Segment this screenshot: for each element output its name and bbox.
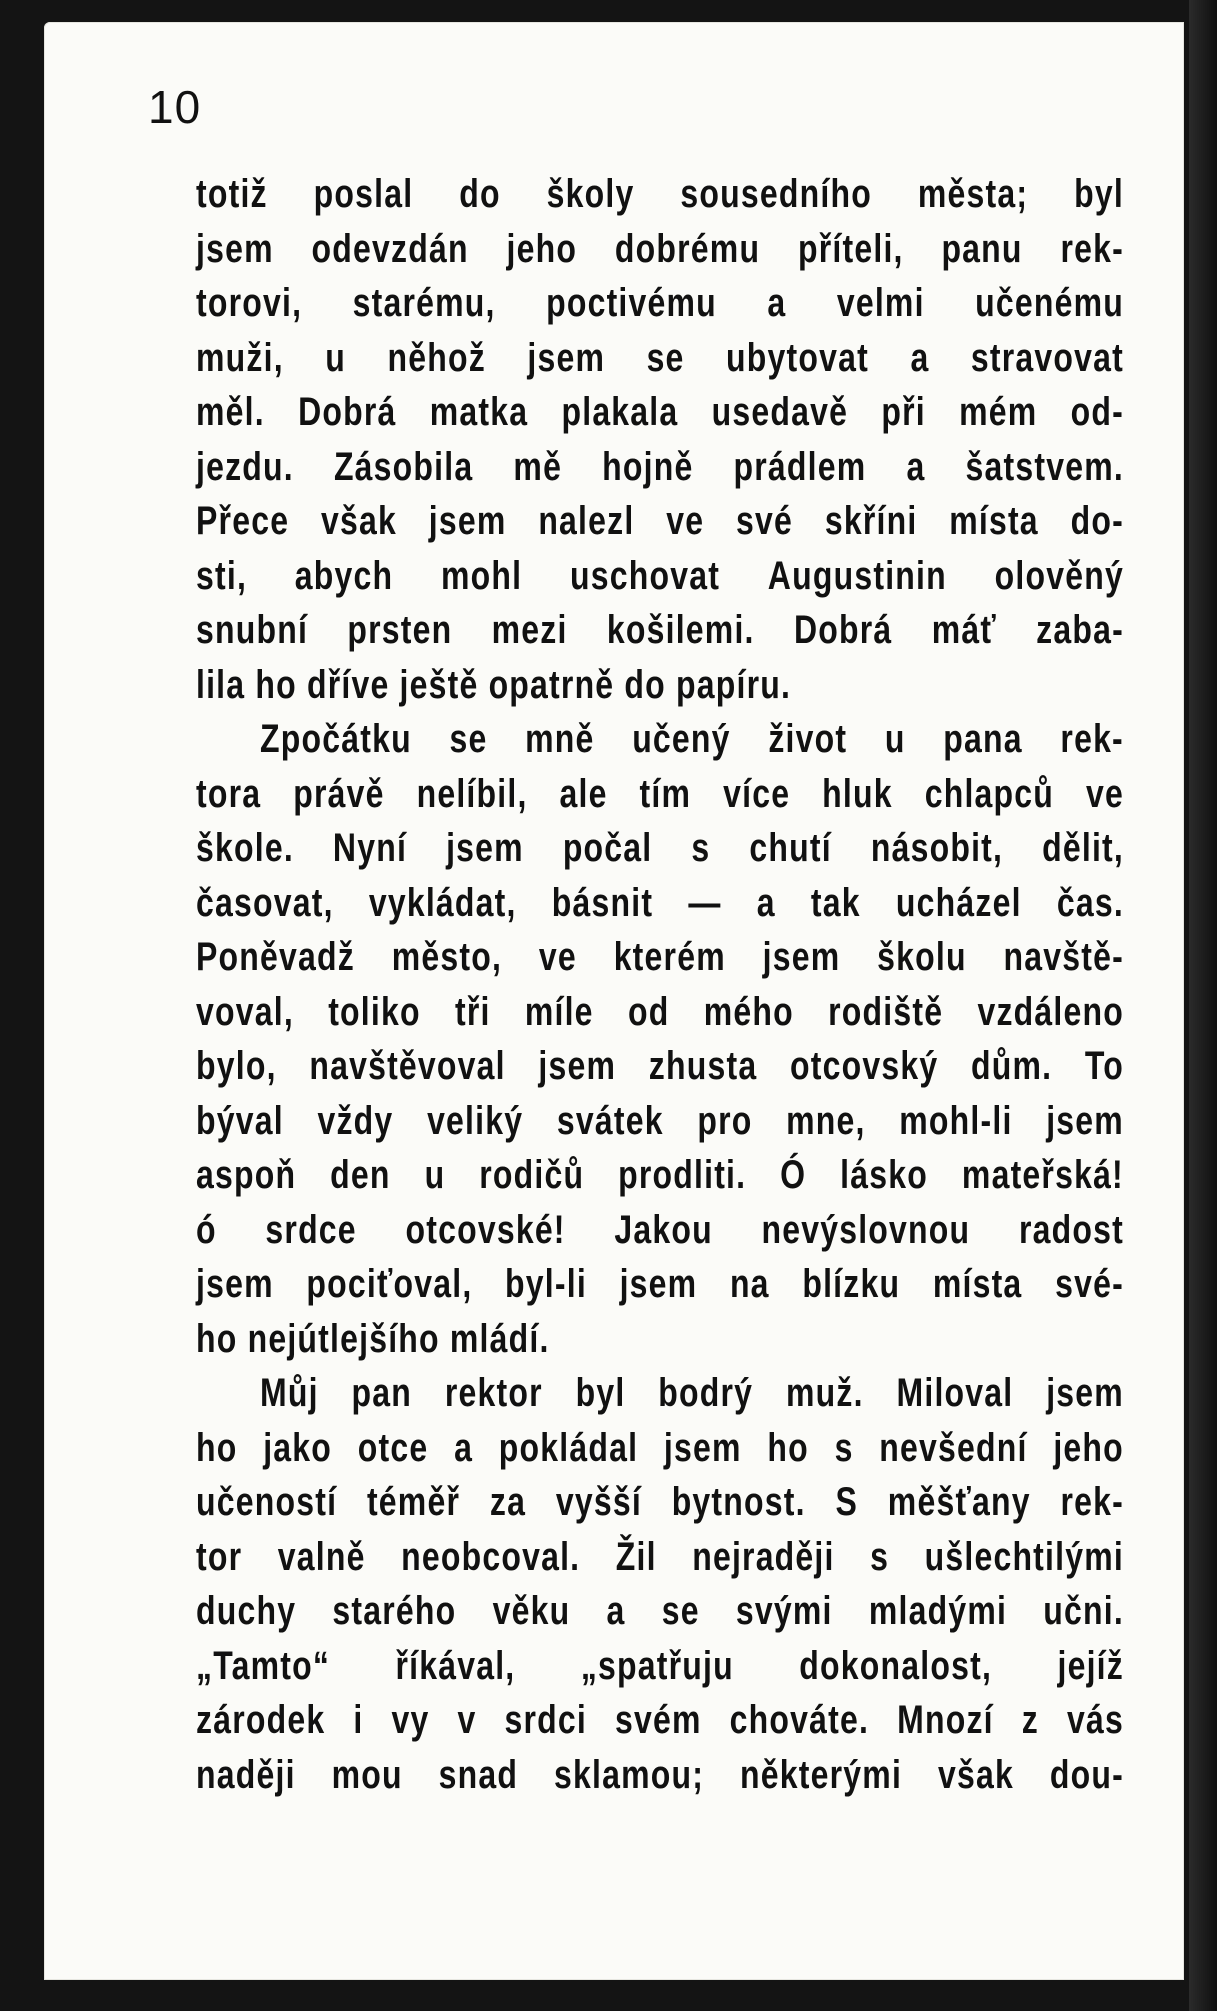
text-line: učeností téměř za vyšší bytnost. S měšťany rek- [196, 1480, 1124, 1524]
text-line: jezdu. Zásobila mě hojně prádlem a šatstvem. [196, 444, 1124, 489]
text-line: Poněvadž město, ve kterém jsem školu navště- [196, 935, 1124, 979]
text-line: torovi, starému, poctivému a velmi učenému [196, 281, 1124, 325]
text-line: totiž poslal do školy sousedního města; byl [196, 172, 1124, 216]
text-line: bylo, navštěvoval jsem zhusta otcovský dům. To [196, 1044, 1124, 1088]
text-line: škole. Nyní jsem počal s chutí násobit, dělit, [196, 826, 1124, 870]
body-text [196, 172, 1124, 1807]
text-line: jsem pociťoval, byl-li jsem na blízku místa své- [196, 1262, 1124, 1306]
text-line: časovat, vykládat, básnit — a tak ucházel čas. [196, 880, 1124, 925]
text-line: tor valně neobcoval. Žil nejraději s ušlechtilými [196, 1534, 1124, 1579]
text-line: jsem odevzdán jeho dobrému příteli, panu rek- [196, 226, 1124, 271]
text-line: sti, abych mohl uschovat Augustinin olověný [196, 553, 1124, 598]
text-line: Přece však jsem nalezl ve své skříni místa do- [196, 499, 1124, 543]
text-line: lila ho dříve ještě opatrně do papíru. [196, 662, 792, 707]
text-line: „Tamto“ říkával, „spatřuju dokonalost, jejíž [196, 1643, 1124, 1688]
page-number: 10 [148, 81, 202, 133]
text-line: ó srdce otcovské! Jakou nevýslovnou radost [196, 1207, 1124, 1252]
text-line: naději mou snad sklamou; některými však dou- [196, 1752, 1124, 1797]
text-line: tora právě nelíbil, ale tím více hluk chlapců ve [196, 771, 1124, 816]
text-line: aspoň den u rodičů prodliti. Ó lásko mateřská! [196, 1153, 1124, 1197]
page-edge-shadow [1189, 0, 1217, 2011]
text-line: ho jako otce a pokládal jsem ho s nevšední jeho [196, 1425, 1124, 1470]
text-line: ho nejútlejšího mládí. [196, 1316, 550, 1361]
text-line: zárodek i vy v srdci svém chováte. Mnozí z vás [196, 1698, 1124, 1742]
text-line: muži, u něhož jsem se ubytovat a stravovat [196, 335, 1124, 380]
text-line: duchy starého věku a se svými mladými učni. [196, 1589, 1124, 1633]
text-line: Zpočátku se mně učený život u pana rek- [260, 717, 1124, 761]
text-line: snubní prsten mezi košilemi. Dobrá máť zaba- [196, 608, 1124, 652]
text-line: býval vždy veliký svátek pro mne, mohl-li jsem [196, 1098, 1124, 1143]
text-line: voval, toliko tři míle od mého rodiště vzdáleno [196, 989, 1124, 1034]
text-line: Můj pan rektor byl bodrý muž. Miloval jsem [260, 1371, 1124, 1415]
text-line: měl. Dobrá matka plakala usedavě při mém od- [196, 390, 1124, 434]
